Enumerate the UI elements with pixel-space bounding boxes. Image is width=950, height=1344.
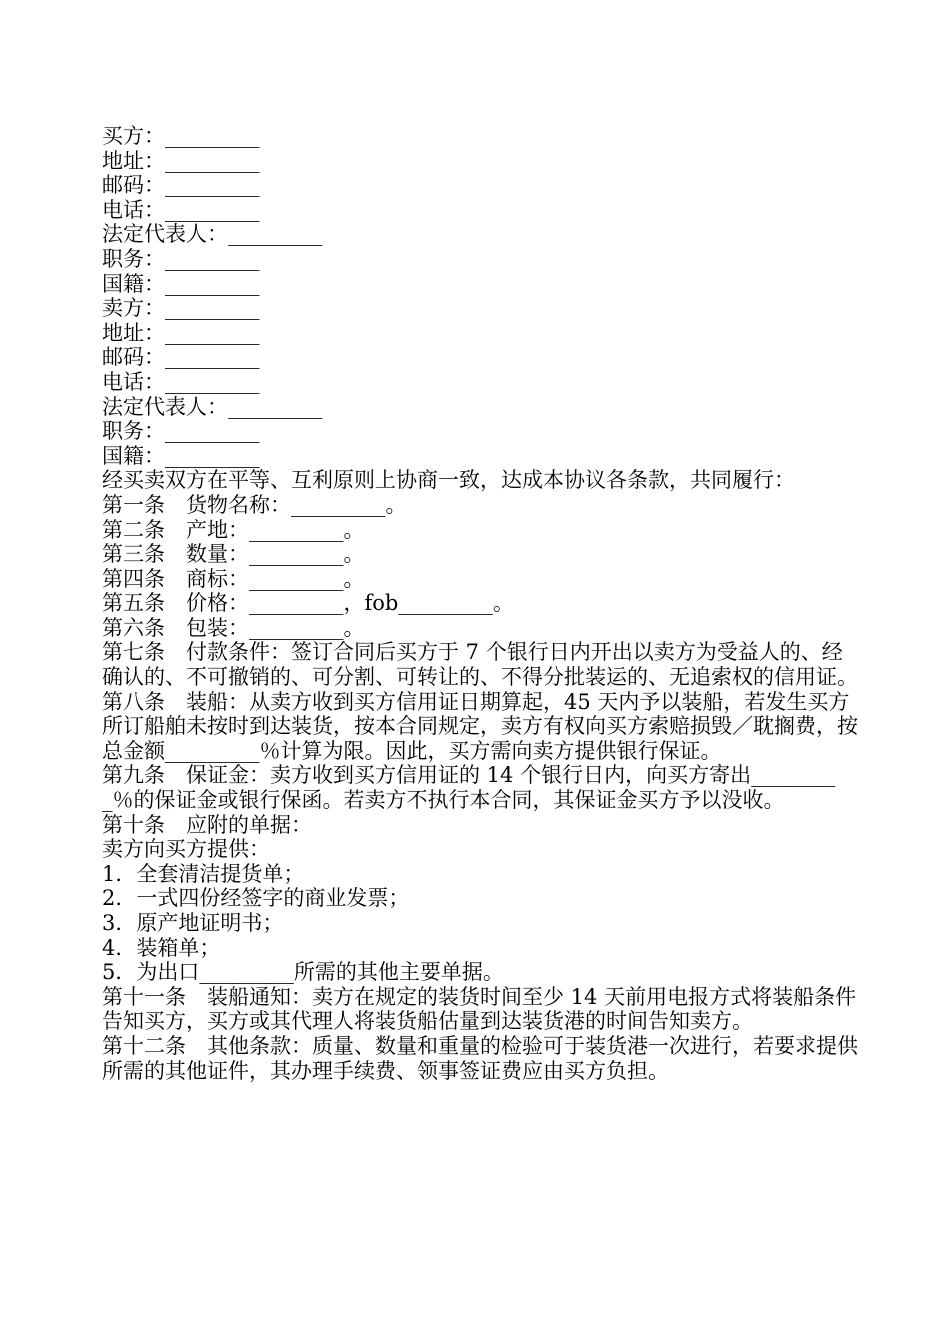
article-9: 第九条 保证金：卖方收到买方信用证的 14 个银行日内，向买方寄出_________％的保证金或银行保函。若卖方不执行本合同，其保证金买方予以没收。 — [102, 763, 836, 813]
buyer-nationality-line: 国籍：_________ — [102, 271, 260, 296]
buyer-position-line: 职务：_________ — [102, 246, 260, 271]
preamble-paragraph: 经买卖双方在平等、互利原则上协商一致，达成本协议各条款，共同履行： — [102, 468, 795, 493]
article-11: 第十一条 装船通知：卖方在规定的装货时间至少 14 天前用电报方式将装船条件告知买方，买方或其代理人将装货船估量到达装货港的时间告知卖方。 — [102, 984, 857, 1034]
document-item-2: 2．一式四份经签字的商业发票； — [102, 886, 410, 911]
seller-phone-line: 电话：_________ — [102, 369, 260, 394]
article-8: 第八条 装船：从卖方收到买方信用证日期算起，45 天内予以装船，若发生买方所订船舶未按时到达装货，按本合同规定，卖方有权向买方索赔损毁／耽搁费，按总金额_________％计算为限。因此，买方需向卖方提供银行保证。 — [102, 689, 858, 763]
buyer-line: 买方：_________ — [102, 124, 260, 148]
seller-position-line: 职务：_________ — [102, 419, 260, 444]
document-item-1: 1．全套清洁提货单； — [102, 861, 305, 886]
seller-postcode-line: 邮码：_________ — [102, 345, 260, 370]
article-7: 第七条 付款条件：签订合同后买方于 7 个银行日内开出以卖方为受益人的、经确认的、不可撤销的、可分割、可转让的、不得分批装运的、无追索权的信用证。 — [102, 640, 858, 690]
document-item-3: 3．原产地证明书； — [102, 911, 284, 935]
contract-body — [102, 124, 862, 1083]
seller-representative-line: 法定代表人：_________ — [102, 394, 323, 419]
buyer-phone-line: 电话：_________ — [102, 197, 260, 222]
article-12: 第十二条 其他条款：质量、数量和重量的检验可于装货港一次进行，若要求提供所需的其他证件，其办理手续费、领事签证费应由买方负担。 — [102, 1033, 858, 1083]
article-5: 第五条 价格：_________，fob_________。 — [102, 591, 514, 616]
documents-intro: 卖方向买方提供： — [102, 837, 270, 862]
seller-address-line: 地址：_________ — [102, 320, 260, 345]
seller-nationality-line: 国籍：_________ — [102, 443, 260, 468]
article-4: 第四条 商标：_________。 — [102, 566, 365, 591]
article-1: 第一条 货物名称：_________。 — [102, 492, 407, 517]
buyer-address-line: 地址：_________ — [102, 148, 260, 173]
document-item-4: 4．装箱单； — [102, 935, 221, 960]
article-3: 第三条 数量：_________。 — [102, 542, 365, 567]
buyer-representative-line: 法定代表人：_________ — [102, 222, 323, 247]
article-6: 第六条 包装：_________。 — [102, 615, 365, 640]
article-10: 第十条 应附的单据： — [102, 812, 312, 837]
document-item-5: 5．为出口_________所需的其他主要单据。 — [102, 960, 504, 985]
buyer-postcode-line: 邮码：_________ — [102, 173, 260, 198]
article-2: 第二条 产地：_________。 — [102, 517, 365, 542]
seller-line: 卖方：_________ — [102, 296, 260, 321]
